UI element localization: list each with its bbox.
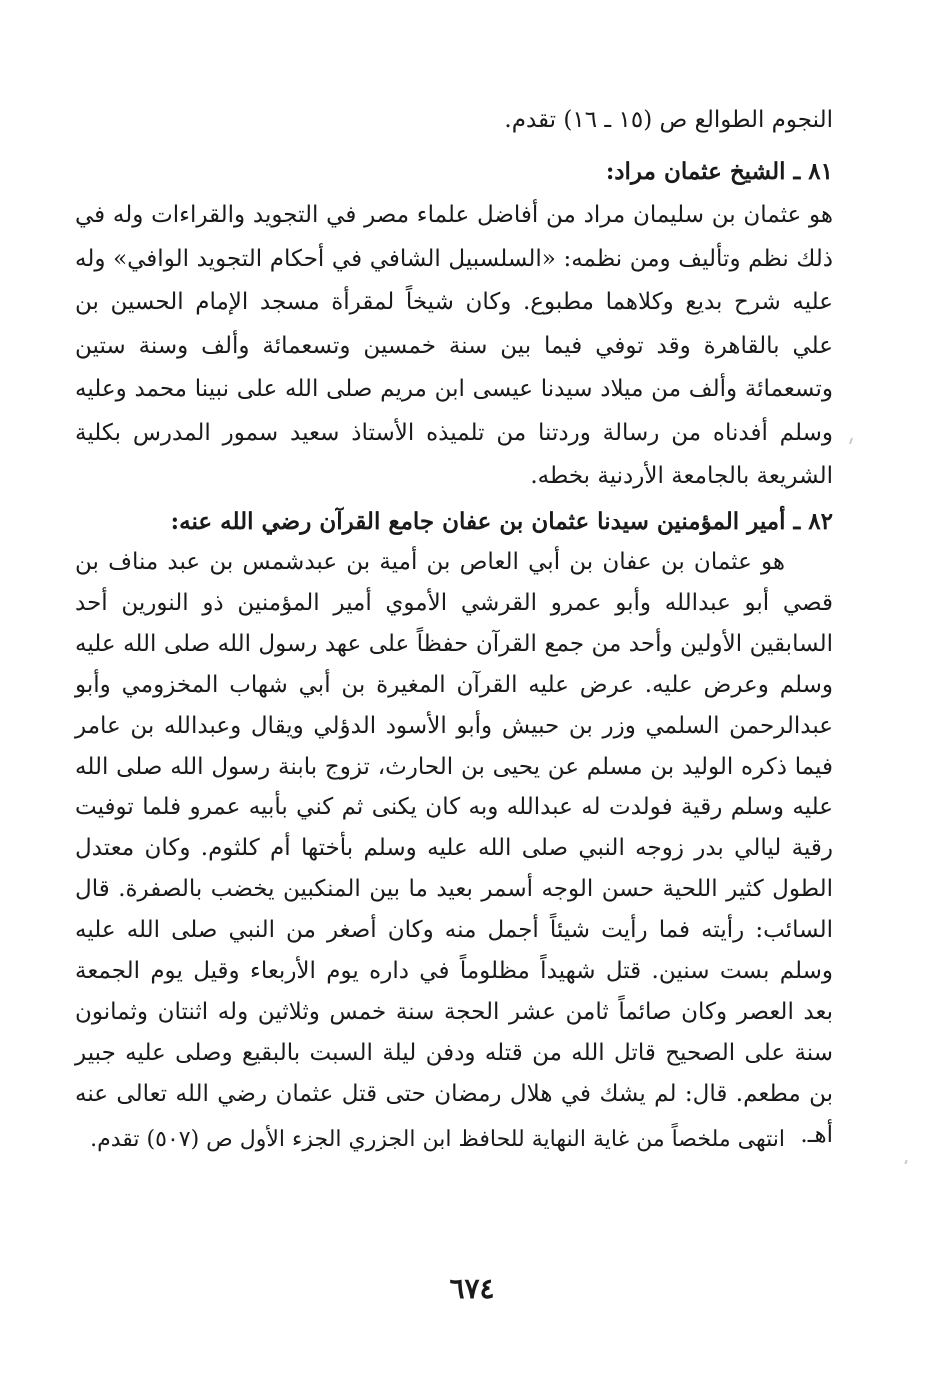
- entry-82-body: هو عثمان بن عفان بن أبي العاص بن أمية بن عبدشمس بن عبد مناف بن قصي أبو عبدالله وأبو عمرو القرشي الأموي أمير المؤمنين ذو النورين أحد السابقين الأولين وأحد من جمع القرآن حفظاً على عهد رسول الله صلى الله عليه وسلم وعرض عليه. عرض عليه القرآن المغيرة بن أبي شهاب المخزومي وأبو عبدالرحمن السلمي وزر بن حبيش وأبو الأسود الدؤلي ويقال وعبدالله بن عامر فيما ذكره الوليد بن مسلم عن يحيى بن الحارث، تزوج بابنة رسول الله صلى الله عليه وسلم رقية فولدت له عبدالله وبه كان يكنى ثم كني بأبيه عمرو فلما توفيت رقية ليالي بدر زوجه النبي صلى الله عليه وسلم بأختها أم كلثوم. وكان معتدل الطول كثير اللحية حسن الوجه أسمر بعيد ما بين المنكبين يخضب بالصفرة. قال السائب: رأيته فما رأيت شيئاً أجمل منه وكان أصغر من النبي صلى الله عليه وسلم بست سنين. قتل شهيداً مظلوماً في داره يوم الأربعاء وقيل يوم الجمعة بعد العصر وكان صائماً ثامن عشر الحجة سنة خمس وثلاثين وله اثنتان وثمانون سنة على الصحيح قاتل الله من قتله ودفن ليلة السبت بالبقيع وصلى عليه جبير بن مطعم. قال: لم يشك في هلال رمضان حتى قتل عثمان رضي الله تعالى عنه أهـ.: [75, 549, 833, 1148]
- closing-note: انتهى ملخصاً من غاية النهاية للحافظ ابن الجزري الجزء الأول ص (٥٠٧) تقدم.: [90, 1127, 785, 1152]
- entry-81-heading: ٨١ ـ الشيخ عثمان مراد:: [605, 158, 833, 185]
- scan-speck: [849, 438, 853, 444]
- scan-speck: [904, 1160, 907, 1164]
- page-number: ٦٧٤: [449, 1272, 495, 1305]
- reference-line: النجوم الطوالع ص (١٥ ـ ١٦) تقدم.: [504, 107, 833, 133]
- entry-82-heading: ٨٢ ـ أمير المؤمنين سيدنا عثمان بن عفان جامع القرآن رضي الله عنه:: [170, 508, 833, 535]
- entry-81-body: هو عثمان بن سليمان مراد من أفاضل علماء مصر في التجويد والقراءات وله في ذلك نظم وتأليف ومن نظمه: «السلسبيل الشافي في أحكام التجويد الوافي» وله عليه شرح بديع وكلاهما مطبوع. وكان شيخاً لمقرأة مسجد الإمام الحسين بن علي بالقاهرة وقد توفي فيما بين سنة خمسين وتسعمائة وألف وسنة ستين وتسعمائة وألف من ميلاد سيدنا عيسى ابن مريم صلى الله على نبينا محمد وعليه وسلم أفدناه من رسالة وردتنا من تلميذه الأستاذ سعيد سمور المدرس بكلية الشريعة بالجامعة الأردنية بخطه.: [75, 202, 833, 489]
